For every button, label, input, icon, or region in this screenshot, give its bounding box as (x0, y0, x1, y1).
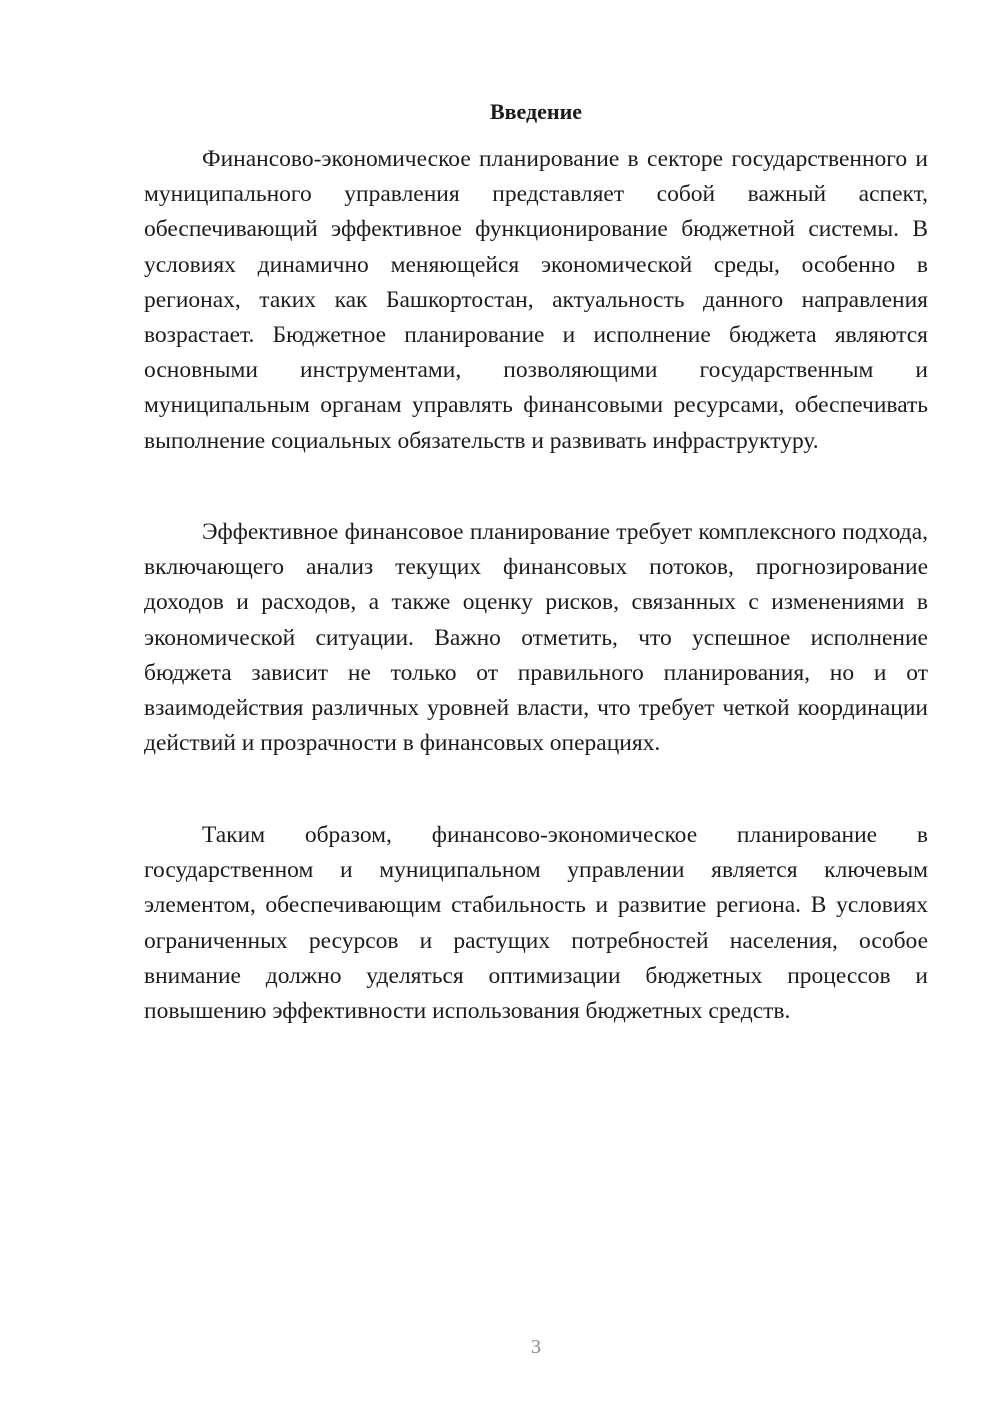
paragraph-3: Таким образом, финансово-экономическое планирование в государственном и муниципальном управлении является ключевым элементом, обеспечивающим стабильность и развитие региона. В условиях ограниченных ресурсов и растущих потребностей населения, особое внимание должно уделяться оптимизации бюджетных процессов и повышению эффективности использования бюджетных средств. (144, 822, 928, 1025)
page-number: 3 (531, 1336, 541, 1358)
paragraph-1: Финансово-экономическое планирование в секторе государственного и муниципального управления представляет собой важный аспект, обеспечивающий эффективное функционирование бюджетной системы. В условиях динамично меняющейся экономической среды, особенно в регионах, таких как Башкортостан, актуальность данного направления возрастает. Бюджетное планирование и исполнение бюджета являются основными инструментами, позволяющими государственным и муниципальным органам управлять финансовыми ресурсами, обеспечивать выполнение социальных обязательств и развивать инфраструктуру. (144, 146, 928, 454)
paragraph-2: Эффективное финансовое планирование требует комплексного подхода, включающего анализ текущих финансовых потоков, прогнозирование доходов и расходов, а также оценку рисков, связанных с изменениями в экономической ситуации. Важно отметить, что успешное исполнение бюджета зависит не только от правильного планирования, но и от взаимодействия различных уровней власти, что требует четкой координации действий и прозрачности в финансовых операциях. (144, 519, 928, 757)
section-heading: Введение (489, 99, 583, 124)
